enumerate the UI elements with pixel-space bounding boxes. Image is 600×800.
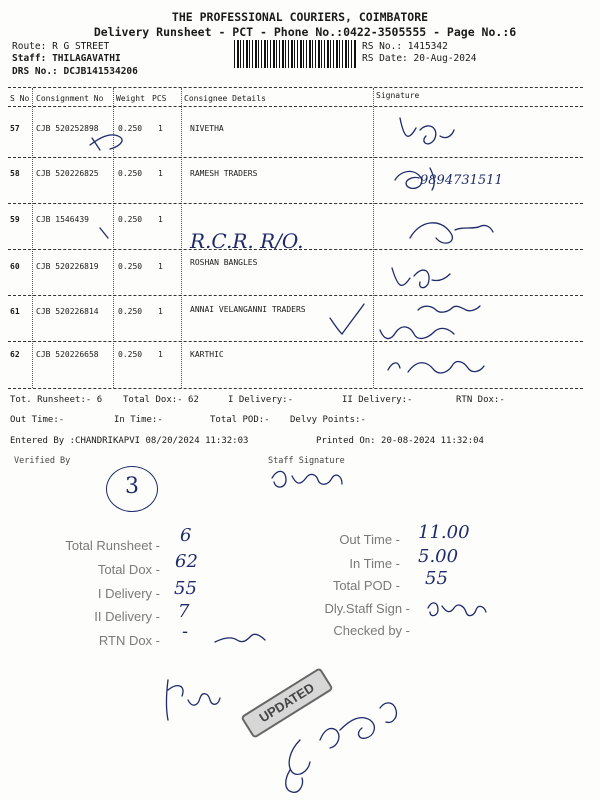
in-time: In Time:-	[114, 415, 163, 425]
verified-by-label: Verified By	[14, 456, 71, 466]
total-runsheet-value: 6	[180, 525, 192, 546]
document-subtitle: Delivery Runsheet - PCT - Phone No.:0422-3505555 - Page No.:6	[93, 25, 517, 39]
row-3-weight: 0.250	[118, 215, 143, 224]
rtn-dox-scribble	[215, 634, 265, 642]
supervisor-signature-2	[289, 703, 396, 774]
ii-delivery: II Delivery:-	[342, 395, 413, 405]
out-time-label: Out Time -	[339, 532, 400, 547]
total-dox-value: 62	[175, 551, 198, 572]
row-3-handwritten-note: R.C.R. R/O.	[190, 229, 304, 253]
total-runsheet-label: Total Runsheet -	[65, 538, 160, 553]
out-time: Out Time:-	[10, 415, 65, 425]
in-time-label: In Time -	[349, 556, 400, 571]
row-2-sno: 58	[10, 169, 20, 178]
row-5-consignee: ANNAI VELANGANNI TRADERS	[190, 305, 306, 314]
rs-date-label: RS Date:	[362, 53, 408, 64]
total-pod-label: Total POD -	[332, 578, 400, 593]
row-6-consignee: KARTHIC	[190, 350, 224, 359]
out-time-value: 11.00	[418, 522, 470, 543]
i-delivery-label: I Delivery -	[97, 586, 160, 601]
row-4-consignment: CJB 520226819	[36, 262, 99, 271]
row-3-consignment: CJB 1546439	[36, 215, 89, 224]
checked-by-label: Checked by -	[333, 623, 410, 638]
route-value: R G STREET	[52, 41, 110, 52]
row-6-weight: 0.250	[118, 350, 143, 359]
row-6-sno: 62	[10, 350, 20, 359]
i-delivery-value: 55	[174, 578, 197, 599]
ii-delivery-value: 7	[178, 601, 190, 622]
row-5-consignment: CJB 520226814	[36, 307, 99, 316]
rs-no-value: 1415342	[407, 41, 448, 52]
row-3-pcs: 1	[158, 215, 163, 224]
printed-on: Printed On: 20-08-2024 11:32:04	[316, 436, 484, 446]
col-signature-header: Signature	[376, 91, 420, 100]
rs-no-label: RS No.:	[362, 41, 403, 52]
row-6-consignment: CJB 520226658	[36, 350, 99, 359]
row-1-pcs: 1	[158, 124, 163, 133]
row-4-sno: 60	[10, 262, 20, 271]
col-consignment-header: Consignment No	[36, 94, 104, 103]
row-2-consignee: RAMESH TRADERS	[190, 169, 258, 178]
row-2-consignment: CJB 520226825	[36, 169, 99, 178]
rtn-dox: RTN Dox:-	[456, 395, 505, 405]
row-1-sno: 57	[10, 124, 20, 133]
ii-delivery-label: II Delivery -	[94, 609, 160, 624]
document-title: THE PROFESSIONAL COURIERS, COIMBATORE	[171, 10, 429, 24]
row-4-weight: 0.250	[118, 262, 143, 271]
route-label: Route:	[12, 41, 47, 52]
row-1-consignee: NIVETHA	[190, 124, 224, 133]
staff-value: THILAGAVATHI	[52, 53, 121, 64]
total-dox-label: Total Dox -	[97, 562, 160, 577]
col-sno-header: S No	[10, 94, 30, 103]
col-consignee-header: Consignee Details	[184, 94, 266, 103]
row-4-consignee: ROSHAN BANGLES	[190, 258, 258, 267]
rs-date-value: 20-Aug-2024	[413, 53, 477, 64]
in-time-value: 5.00	[418, 546, 459, 567]
circled-number: 3	[106, 466, 158, 512]
row-2-phone-note: 9894731511	[420, 173, 503, 188]
row-6-pcs: 1	[158, 350, 163, 359]
row-2-weight: 0.250	[118, 169, 143, 178]
drs-label: DRS No.:	[12, 66, 58, 77]
row-5-sno: 61	[10, 307, 20, 316]
staff-signature-label: Staff Signature	[268, 456, 345, 466]
row-1-consignment: CJB 520252898	[36, 124, 99, 133]
staff-label: Staff:	[12, 53, 47, 64]
row-5-pcs: 1	[158, 307, 163, 316]
dly-staff-sign-label: Dly.Staff Sign -	[324, 601, 410, 616]
delvy-points: Delvy Points:-	[290, 415, 366, 425]
tot-runsheet: Tot. Runsheet:- 6	[10, 395, 103, 405]
entered-by: Entered By :CHANDRIKAPVI 08/20/2024 11:32:03	[10, 436, 249, 446]
total-pod: Total POD:-	[210, 415, 270, 425]
total-dox: Total Dox:- 62	[123, 395, 199, 405]
updated-stamp: UPDATED	[240, 667, 333, 739]
total-pod-value: 55	[425, 568, 448, 589]
drs-value: DCJB141534206	[63, 66, 138, 77]
rtn-dox-value: -	[182, 621, 189, 642]
row-4-pcs: 1	[158, 262, 163, 271]
row-5-weight: 0.250	[118, 307, 143, 316]
col-pcs-header: PCS	[152, 94, 167, 103]
supervisor-signature-1	[167, 680, 221, 720]
i-delivery: I Delivery:-	[228, 395, 294, 405]
col-weight-header: Weight	[116, 94, 145, 103]
row-1-weight: 0.250	[118, 124, 143, 133]
row-2-pcs: 1	[158, 169, 163, 178]
rtn-dox-label: RTN Dox -	[98, 633, 160, 648]
row-3-sno: 59	[10, 215, 20, 224]
dly-staff-sign-scribble	[428, 603, 486, 616]
